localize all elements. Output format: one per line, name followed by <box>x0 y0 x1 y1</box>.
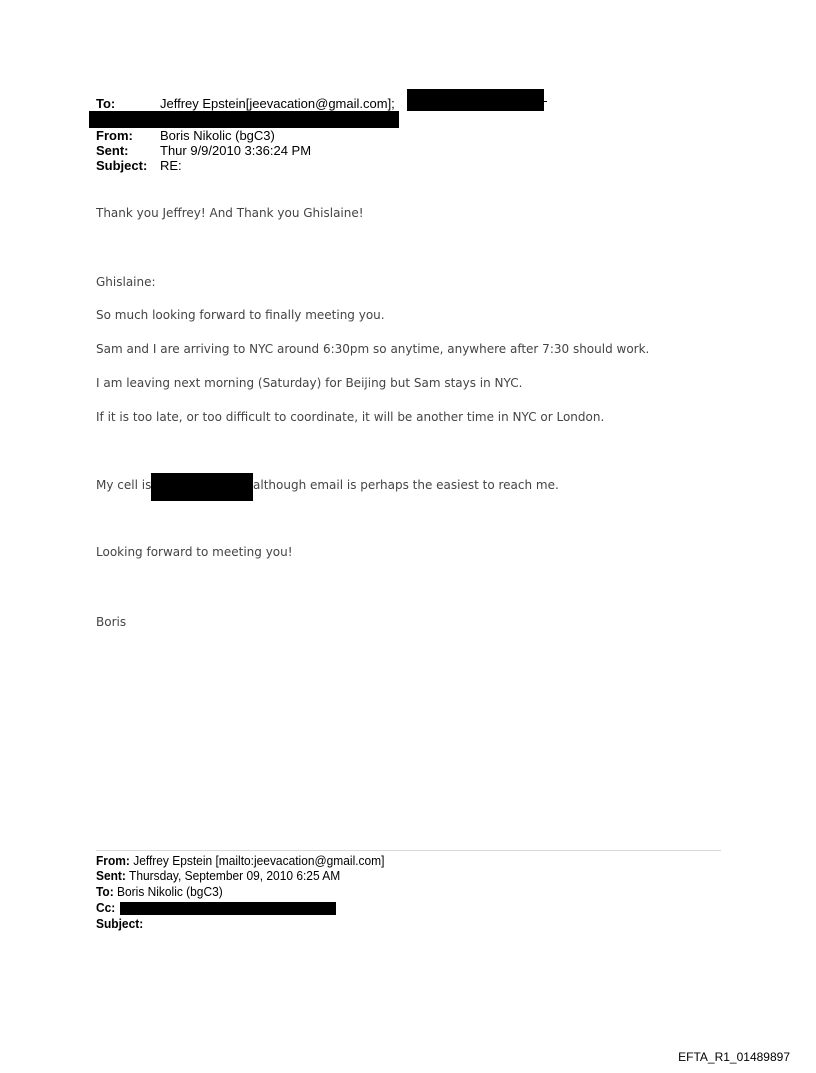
quoted-sent-value: Thursday, September 09, 2010 6:25 AM <box>129 868 341 883</box>
quoted-subject <box>96 916 143 931</box>
quoted-sent <box>96 868 340 883</box>
body-line-cell-before: My cell is <box>96 478 152 492</box>
subject-label: Subject: <box>96 158 148 173</box>
redaction-tick <box>543 101 547 102</box>
redaction-box <box>407 89 544 111</box>
signature: Boris <box>96 615 127 629</box>
quoted-subject-label: Subject: <box>96 916 144 931</box>
redaction-box <box>89 111 399 128</box>
document-id: EFTA_R1_01489897 <box>678 1050 790 1064</box>
body-line: So much looking forward to finally meeting you. <box>96 308 385 322</box>
from-value: Boris Nikolic (bgC3) <box>160 128 275 143</box>
subject-value: RE: <box>160 158 182 173</box>
body-line: Ghislaine: <box>96 275 156 289</box>
quoted-from-value: Jeffrey Epstein [mailto:jeevacation@gmail.com] <box>133 853 385 868</box>
body-line: If it is too late, or too difficult to coordinate, it will be another time in NYC or London. <box>96 410 605 424</box>
body-line: I am leaving next morning (Saturday) for Beijing but Sam stays in NYC. <box>96 376 523 390</box>
body-line: Sam and I are arriving to NYC around 6:30pm so anytime, anywhere after 7:30 should work. <box>96 342 650 356</box>
quoted-from <box>96 853 384 868</box>
quoted-to <box>96 884 223 899</box>
sent-value: Thur 9/9/2010 3:36:24 PM <box>160 143 312 158</box>
quoted-to-value: Boris Nikolic (bgC3) <box>117 884 223 899</box>
to-label: To: <box>96 96 116 111</box>
quoted-from-label: From: <box>96 853 130 868</box>
body-line: Looking forward to meeting you! <box>96 545 293 559</box>
sent-label: Sent: <box>96 143 129 158</box>
redaction-box <box>120 902 336 915</box>
body-line-cell-after: although email is perhaps the easiest to reach me. <box>253 478 559 492</box>
quoted-to-label: To: <box>96 884 114 899</box>
divider <box>96 850 721 851</box>
body-line: Thank you Jeffrey! And Thank you Ghislaine! <box>96 206 364 220</box>
to-value: Jeffrey Epstein[jeevacation@gmail.com]; <box>160 96 395 111</box>
redaction-box <box>151 473 253 501</box>
quoted-cc-label: Cc: <box>96 900 116 915</box>
quoted-cc <box>96 900 115 915</box>
from-label: From: <box>96 128 133 143</box>
quoted-sent-label: Sent: <box>96 868 126 883</box>
